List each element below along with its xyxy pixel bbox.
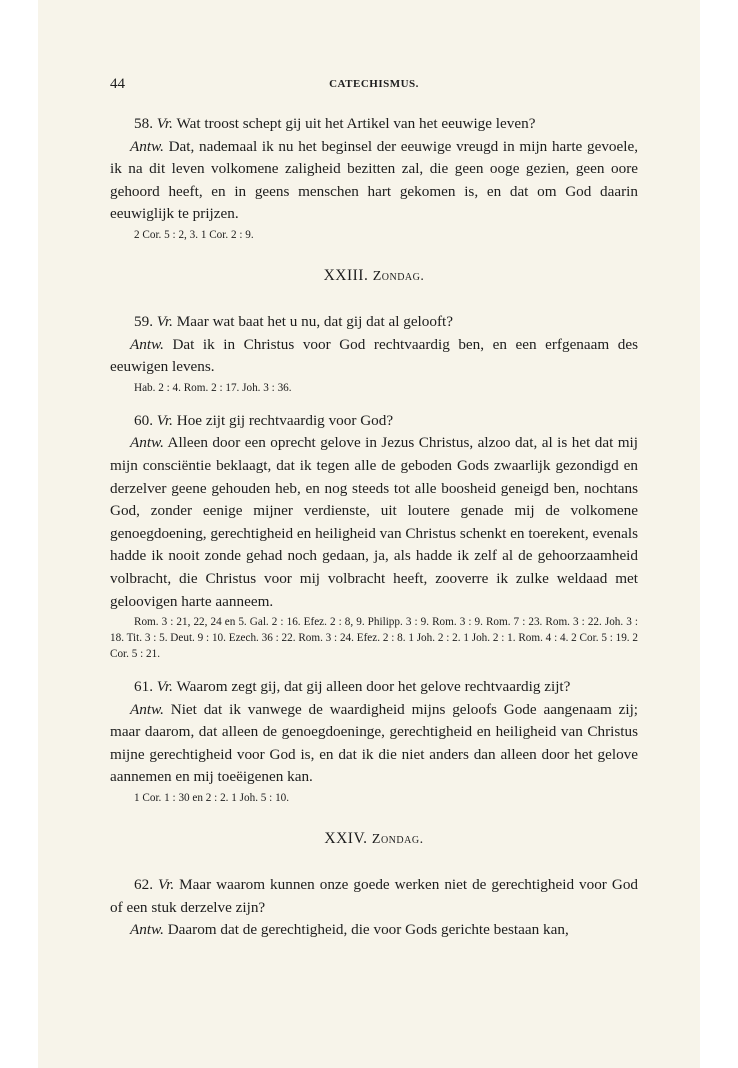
question-61 [110,676,638,699]
question-number: 62. [134,876,153,894]
answer-label: Antw. [130,700,164,718]
answer-62 [110,919,638,942]
page-number: 44 [110,76,125,92]
answer-label: Antw. [130,137,164,155]
question-number: 61. [134,678,153,696]
sunday-heading-24 [110,830,638,848]
sunday-heading-23 [110,267,638,285]
question-label: Vr. [156,678,173,696]
book-page [38,0,700,1068]
scripture-references-61: 1 Cor. 1 : 30 en 2 : 2. 1 Joh. 5 : 10. [134,792,290,805]
scripture-references-58: 2 Cor. 5 : 2, 3. 1 Cor. 2 : 9. [134,228,254,241]
answer-text: Niet dat ik vanwege de waardigheid mijns geloofs Gode aangenaam zij; maar daarom, dat alleen de genoegdoeninge, gerechtigheid en heiligheid van Christus mijne gerechtigheid voor God is, en dat ik die niet anders dan alleen door het gelove aannemen en mij toeëigenen kan. [110,700,639,786]
question-text: Waarom zegt gij, dat gij alleen door het gelove rechtvaardig zijt? [176,678,571,696]
question-label: Vr. [156,312,173,330]
answer-58 [110,136,638,226]
scripture-references-60: Rom. 3 : 21, 22, 24 en 5. Gal. 2 : 16. Efez. 2 : 8, 9. Philipp. 3 : 9. Rom. 3 : 9. Rom. 7 : 23. Rom. 3 : 22. Joh. 3 : 18. Tit. 3 : 5. Deut. 9 : 10. Ezech. 36 : 22. Rom. 3 : 24. Efez. 2 : 8. 1 Joh. 2 : 2. 1 Joh. 2 : 1. Rom. 4 : 4. 2 Cor. 5 : 19. 2 Cor. 5 : 21. [110,616,638,661]
answer-text: Alleen door een oprecht gelove in Jezus Christus, alzoo dat, al is het dat mij mijn consciëntie beklaagt, dat ik tegen alle de geboden Gods zwaarlijk gezondigd en derzelver geene gehouden heb, en nog steeds tot alle boosheid geneigd ben, nochtans God, zonder eenige mijner verdienste, uit loutere genade mij de volkomene genoegdoening, gerechtigheid en heiligheid van Christus schenkt en toerekent, evenals hadde ik nooit zonde gehad noch gedaan, ja, als hadde ik zelf al de gehoorzaamheid volbracht, die Christus voor mij volbracht heeft, zooverre ik zulke weldaad met geloovigen harte aanneem. [110,434,638,610]
running-title: CATECHISMUS. [329,78,419,90]
answer-61 [110,699,638,789]
sunday-numeral: XXIV. [324,830,368,848]
answer-label: Antw. [130,335,164,353]
page-content [110,113,638,942]
question-label: Vr. [156,115,173,132]
sunday-word: Zondag. [371,832,424,848]
answer-label: Antw. [130,434,164,452]
sunday-word: Zondag. [372,268,425,284]
question-number: 60. [134,411,153,429]
question-number: 59. [134,312,153,330]
question-62 [110,874,638,919]
page-header [110,76,638,96]
question-label: Vr. [156,411,173,429]
question-text: Wat troost schept gij uit het Artikel van het eeuwige leven? [176,115,536,132]
question-58 [110,113,638,136]
question-60 [110,410,638,433]
answer-text: Dat ik in Christus voor God rechtvaardig ben, en een erfgenaam des eeuwigen levens. [110,335,638,376]
answer-label: Antw. [130,921,164,939]
answer-59 [110,334,638,379]
spacer [110,662,638,676]
question-label: Vr. [157,876,175,894]
question-59 [110,311,638,334]
scripture-references-59: Hab. 2 : 4. Rom. 2 : 17. Joh. 3 : 36. [134,381,292,394]
spacer [110,396,638,410]
question-text: Maar wat baat het u nu, dat gij dat al gelooft? [176,312,453,330]
sunday-numeral: XXIII. [323,266,369,284]
question-number: 58. [134,115,153,132]
question-text: Hoe zijt gij rechtvaardig voor God? [176,411,394,429]
answer-text: Dat, nademaal ik nu het beginsel der eeuwige vreugd in mijn harte gevoele, ik na dit leven volkomene zaligheid bezitten zal, die geen ooge gezien, geen oore gehoord heeft, en in geens menschen hart gekomen is, en dat om God daarin eeuwiglijk te prijzen. [110,137,639,223]
answer-60 [110,432,638,613]
answer-text: Daarom dat de gerechtigheid, die voor Gods gerichte bestaan kan, [167,921,569,939]
question-text: Maar waarom kunnen onze goede werken niet de gerechtigheid voor God of een stuk derzelve zijn? [110,876,639,916]
